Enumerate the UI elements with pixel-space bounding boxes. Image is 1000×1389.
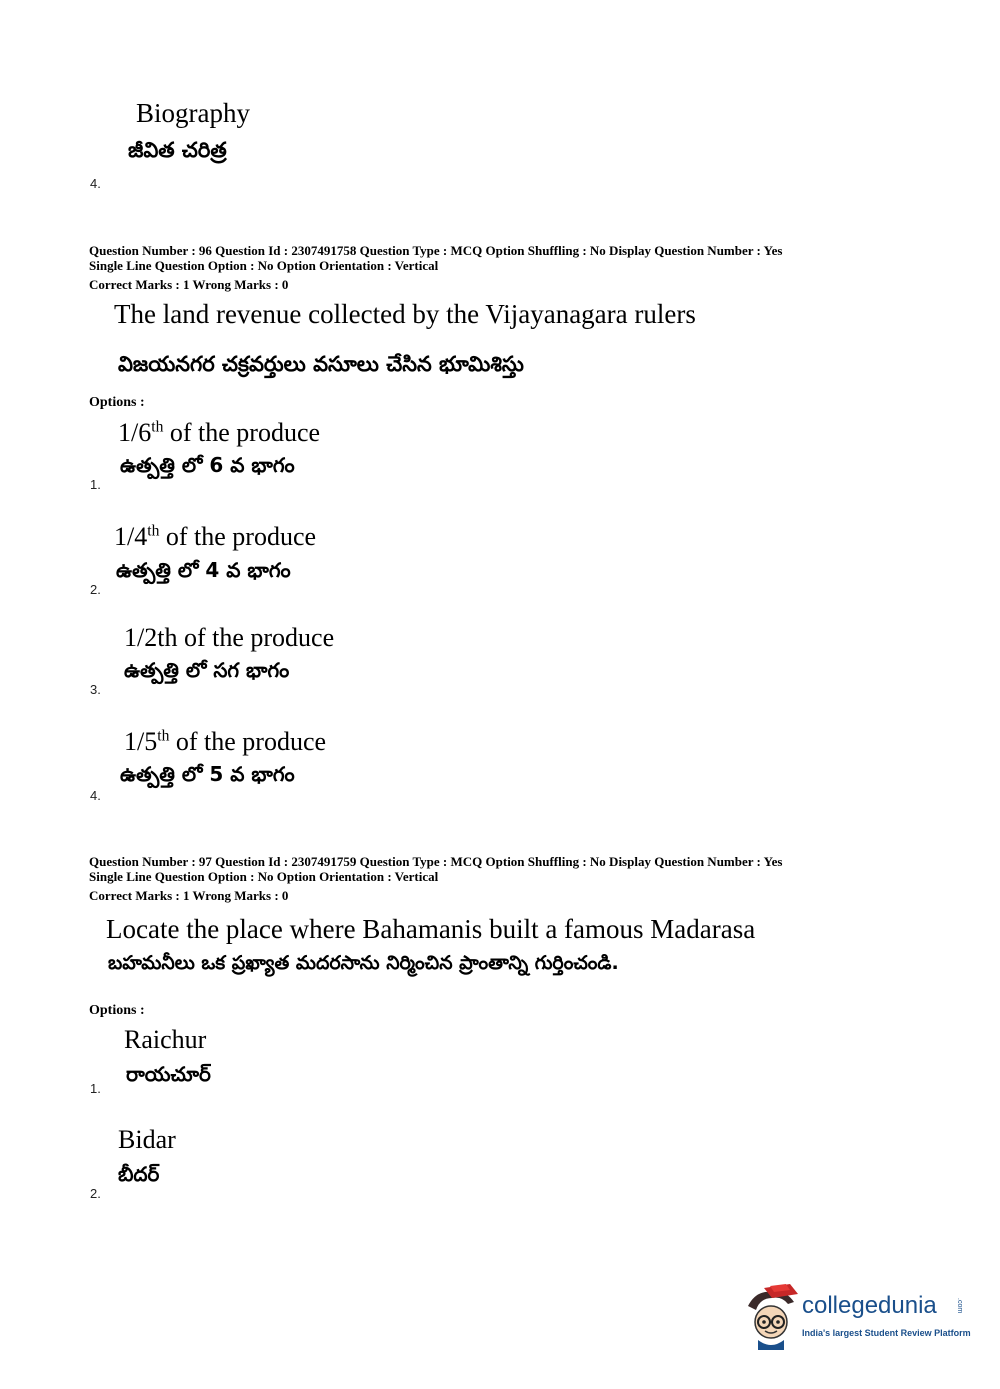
logo-wordmark: collegedunia: [802, 1292, 937, 1319]
prev-option-4-number: 4.: [90, 176, 101, 191]
q96-option-4-english: 1/5th of the produce: [124, 727, 327, 756]
q97-option-2-number: 2.: [90, 1186, 101, 1201]
q96-meta-line-1: Question Number : 96 Question Id : 2307491758 Question Type : MCQ Option Shuffling : No Display Question Number : Yes: [89, 243, 783, 258]
prev-option-4-telugu: జీవిత చరిత్ర: [128, 138, 227, 162]
q97-marks: Correct Marks : 1 Wrong Marks : 0: [89, 888, 289, 903]
q97-question-telugu: బహమనీలు ఒక ప్రఖ్యాత మదరసాను నిర్మించిన ప్రాంతాన్ని గుర్తించండి.: [108, 952, 619, 974]
mascot-icon: [742, 1284, 800, 1350]
q97-option-1-telugu: రాయచూర్: [126, 1062, 211, 1086]
q96-options-label: Options :: [89, 395, 145, 410]
logo-tagline: India's largest Student Review Platform: [802, 1328, 971, 1338]
q96-option-1-telugu: ఉత్పత్తి లో 6 వ భాగం: [120, 453, 295, 477]
q97-option-1-english: Raichur: [124, 1025, 207, 1054]
q96-question-telugu: విజయనగర చక్రవర్తులు వసూలు చేసిన భూమిశిస్తు: [118, 352, 524, 376]
collegedunia-logo: [742, 1284, 972, 1354]
logo-dotcom: .com: [956, 1298, 963, 1314]
q96-option-3-number: 3.: [90, 682, 101, 697]
q96-option-3-telugu: ఉత్పత్తి లో సగ భాగం: [124, 658, 290, 682]
q96-option-2-number: 2.: [90, 582, 101, 597]
q96-option-1-english: 1/6th of the produce: [118, 418, 321, 447]
prev-option-4-english: Biography: [136, 98, 250, 128]
q97-question-english: Locate the place where Bahamanis built a famous Madarasa: [106, 914, 756, 944]
q96-option-2-telugu: ఉత్పత్తి లో 4 వ భాగం: [116, 558, 291, 582]
q96-option-3-english: 1/2th of the produce: [124, 623, 335, 652]
q97-meta-line-1: Question Number : 97 Question Id : 2307491759 Question Type : MCQ Option Shuffling : No Display Question Number : Yes: [89, 854, 783, 869]
q97-option-1-number: 1.: [90, 1081, 101, 1096]
q97-meta-line-2: Single Line Question Option : No Option Orientation : Vertical: [89, 869, 439, 884]
q96-option-4-telugu: ఉత్పత్తి లో 5 వ భాగం: [120, 762, 295, 786]
q96-option-2-english: 1/4th of the produce: [114, 522, 317, 551]
q97-option-2-telugu: బీదర్: [118, 1162, 160, 1186]
q97-option-2-english: Bidar: [118, 1125, 176, 1154]
q96-question-english: The land revenue collected by the Vijayanagara rulers: [114, 299, 696, 329]
q96-option-4-number: 4.: [90, 788, 101, 803]
q96-meta-line-2: Single Line Question Option : No Option Orientation : Vertical: [89, 258, 439, 273]
q96-option-1-number: 1.: [90, 477, 101, 492]
q96-marks: Correct Marks : 1 Wrong Marks : 0: [89, 277, 289, 292]
q97-options-label: Options :: [89, 1003, 145, 1018]
